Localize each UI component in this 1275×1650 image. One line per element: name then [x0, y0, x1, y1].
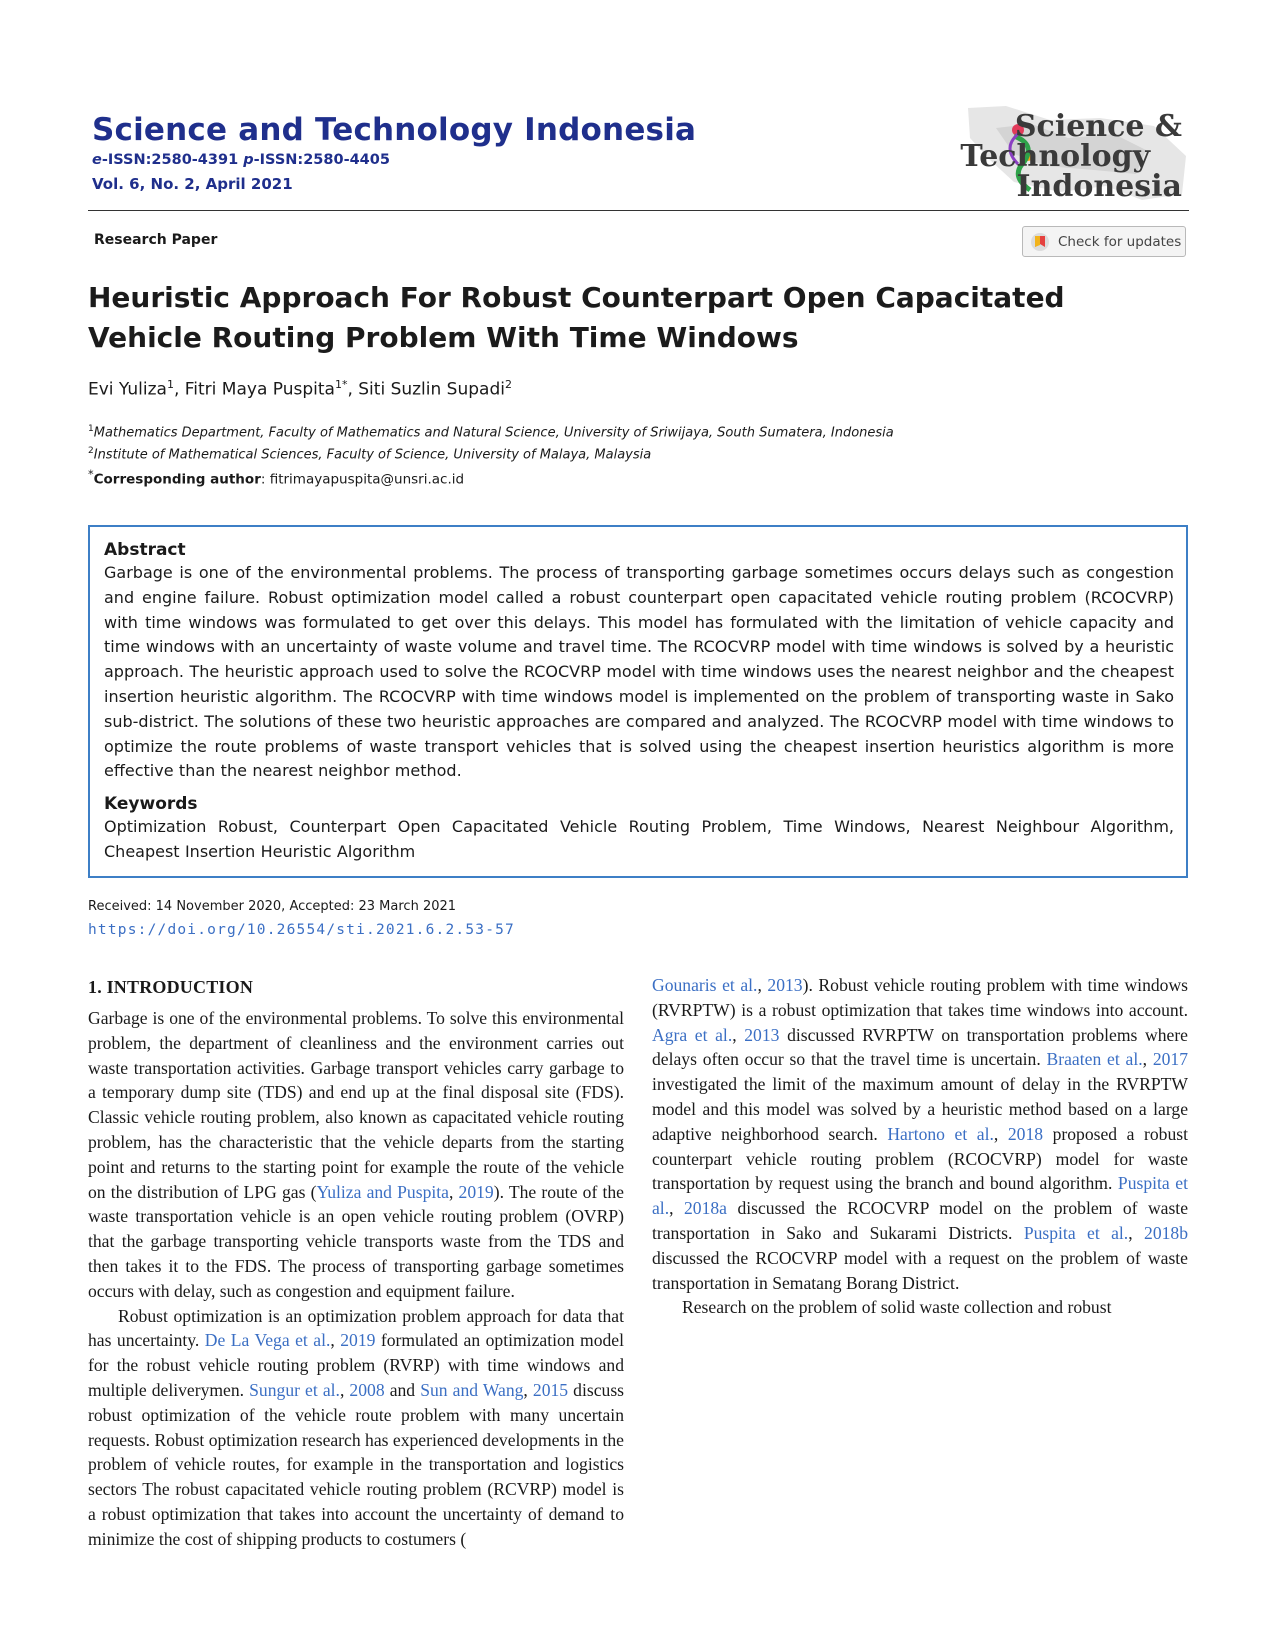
- received-dates: Received: 14 November 2020, Accepted: 23 March 2021: [88, 899, 457, 914]
- journal-logo: [910, 104, 1190, 204]
- paper-title: Heuristic Approach For Robust Counterpart Open Capacitated Vehicle Routing Problem With Time Windows: [88, 281, 1065, 354]
- body-column-left: [88, 975, 624, 1552]
- volume-issue: Vol. 6, No. 2, April 2021: [92, 175, 293, 193]
- body-column-right: [652, 973, 1188, 1320]
- logo-text-1: Science &: [1014, 109, 1182, 144]
- citation-link[interactable]: Braaten et al.: [1046, 1049, 1143, 1070]
- citation-link[interactable]: De La Vega et al.: [204, 1330, 331, 1351]
- author-name: Evi Yuliza: [88, 379, 167, 400]
- citation-link[interactable]: Sun and Wang: [420, 1379, 524, 1400]
- citation-link[interactable]: Agra et al.: [652, 1024, 733, 1045]
- paragraph: Research on the problem of solid waste collection and robust: [682, 1297, 1112, 1318]
- journal-title: Science and Technology Indonesia: [92, 112, 697, 148]
- citation-year-link[interactable]: 2019: [340, 1330, 376, 1351]
- affiliation-1: $^1$Mathematics Department, Faculty of Mathematics and Natural Science, University of Sriwijaya, South Sumatera, Indonesia: [88, 424, 894, 441]
- citation-year-link[interactable]: 2013: [767, 975, 803, 995]
- section-heading: 1. INTRODUCTION: [88, 977, 254, 997]
- paper-type: Research Paper: [94, 232, 218, 248]
- author-name: Fitri Maya Puspita: [184, 379, 335, 400]
- crossmark-icon: [1030, 232, 1050, 252]
- logo-text-3: Indonesia: [1016, 169, 1182, 204]
- paragraph: Garbage is one of the environmental problems. To solve this environmental problem, the department of cleanliness and the environment carries out waste transportation activities. Garbage transport vehicles carry garbage to a temporary dump site (TDS) and end up at the final disposal site (FDS). Classic vehicle routing problem, also known as capacitated vehicle routing problem, has the characteristic that the vehicle departs from the starting point and returns to the starting point for example the route of the vehicle on the distribution of LPG gas (Yuliza and Puspita, 2019). The route of the waste transportation vehicle is an open vehicle routing problem (OVRP) that the garbage transporting vehicle transports waste from the TDS and then takes it to the FDS. The process of transporting garbage sometimes occurs with delay, such as congestion and equipment failure.: [88, 1008, 624, 1301]
- citation-year-link[interactable]: 2017: [1152, 1049, 1189, 1070]
- citation-year-link[interactable]: 2008: [349, 1379, 385, 1400]
- citation-link[interactable]: Sungur et al.: [249, 1379, 340, 1400]
- affiliation-2: $^2$Institute of Mathematical Sciences, Faculty of Science, University of Malaya, Malaysia: [88, 446, 652, 463]
- citation-year-link[interactable]: 2015: [532, 1379, 569, 1400]
- citation-link[interactable]: Puspita et al.: [1023, 1222, 1129, 1243]
- citation-link[interactable]: Yuliza and Puspita: [316, 1181, 449, 1202]
- citation-link[interactable]: Hartono et al.: [887, 1123, 994, 1144]
- author-name: Siti Suzlin Supadi: [358, 379, 505, 400]
- logo-text-2: Technology: [960, 139, 1150, 174]
- abstract-heading: Abstract: [104, 540, 186, 560]
- paragraph-continued: Gounaris et al., 2013). Robust vehicle routing problem with time windows (RVRPTW) is a robust optimization that takes time windows into account. Agra et al., 2013 discussed RVRPTW on transportation problems where delays often occur so that the travel time is uncertain. Braaten et al., 2017 investigated the limit of the maximum amount of delay in the RVRPTW model and this model was solved by a heuristic method based on a large adaptive neighborhood search. Hartono et al., 2018 proposed a robust counterpart vehicle routing problem (RCOCVRP) model for waste transportation by request using the branch and bound algorithm. Puspita et al., 2018a discussed the RCOCVRP model on the problem of waste transportation in Sako and Sukarami Districts. Puspita et al., 2018b discussed the RCOCVRP model with a request on the problem of waste transportation in Sematang Borang District.: [652, 975, 1189, 1293]
- citation-link[interactable]: Puspita et al.: [652, 1173, 1188, 1219]
- issn-line: e-ISSN:2580-4391 p-ISSN:2580-4405: [92, 152, 390, 168]
- author-list: Evi Yuliza$^1$, Fitri Maya Puspita$^{1*}$, Siti Suzlin Supadi$^2$: [88, 378, 512, 400]
- corresponding-author: *Corresponding author: fitrimayapuspita@unsri.ac.id: [88, 468, 465, 488]
- citation-year-link[interactable]: 2018a: [683, 1198, 727, 1219]
- citation-year-link[interactable]: 2018: [1007, 1123, 1044, 1144]
- keywords-heading: Keywords: [104, 794, 198, 815]
- check-for-updates-button[interactable]: [1022, 226, 1186, 257]
- citation-year-link[interactable]: 2019: [458, 1181, 494, 1202]
- abstract-box: [88, 525, 1188, 878]
- citation-year-link[interactable]: 2018b: [1144, 1222, 1188, 1243]
- citation-year-link[interactable]: 2013: [744, 1024, 780, 1045]
- paragraph: Robust optimization is an optimization problem approach for data that has uncertainty. De La Vega et al., 2019 formulated an optimization model for the robust vehicle routing problem (RVRP) with time windows and multiple deliverymen. Sungur et al., 2008 and Sun and Wang, 2015 discuss robust optimization of the vehicle route problem with many uncertain requests. Robust optimization research has experienced developments in the problem of vehicle routes, for example in the transportation and logistics sectors The robust capacitated vehicle routing problem (RCVRP) model is a robust optimization that takes into account the uncertainty of demand to minimize the cost of shipping products to costumers (: [88, 1305, 625, 1549]
- citation-link[interactable]: Gounaris et al.: [652, 975, 758, 995]
- check-for-updates-label: Check for updates: [1058, 233, 1182, 250]
- abstract-text: Garbage is one of the environmental problems. The process of transporting garbage sometimes occurs delays such as congestion and engine failure. Robust optimization model called a robust counterpart open capacitated vehicle routing problem (RCOCVRP) with time windows was formulated to get over this delays. This model has formulated with the limitation of vehicle capacity and time windows with an uncertainty of waste volume and travel time. The RCOCVRP model with time windows is solved by a heuristic approach. The heuristic approach used to solve the RCOCVRP model with time windows uses the nearest neighbor and the cheapest insertion heuristic algorithm. The RCOCVRP with time windows model is implemented on the problem of transporting waste in Sako sub-district. The solutions of these two heuristic approaches are compared and analyzed. The RCOCVRP model with time windows to optimize the route problems of waste transport vehicles that is solved using the cheapest insertion heuristics algorithm is more effective than the nearest neighbor method.: [104, 563, 1174, 781]
- keywords-text: Optimization Robust, Counterpart Open Capacitated Vehicle Routing Problem, Time Windows, Nearest Neighbour Algorithm, Cheapest Insertion Heuristic Algorithm: [104, 817, 1174, 861]
- header-rule: [88, 210, 1189, 211]
- doi-link[interactable]: https://doi.org/10.26554/sti.2021.6.2.53-57: [88, 922, 515, 938]
